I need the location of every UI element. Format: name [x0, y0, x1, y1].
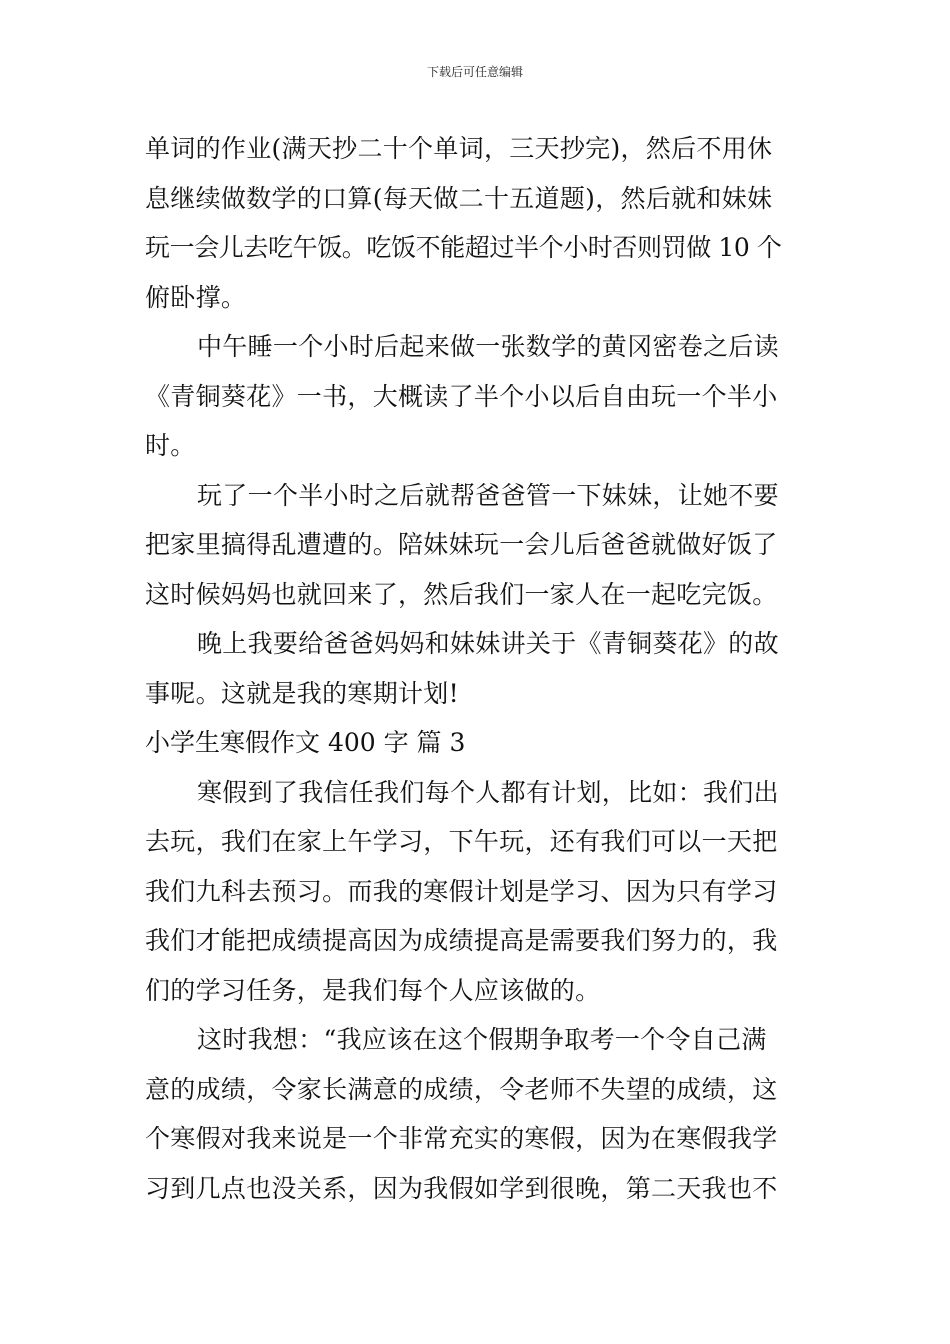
text-line: 这时候妈妈也就回来了，然后我们一家人在一起吃完饭。 [145, 579, 778, 609]
text-line: 意的成绩，令家长满意的成绩，令老师不失望的成绩，这 [145, 1074, 778, 1104]
text-line: 《青铜葵花》一书，大概读了半个小以后自由玩一个半小 [145, 381, 778, 411]
text-line: 时。 [145, 431, 196, 460]
text-line: 事呢。这就是我的寒期计划! [145, 678, 459, 708]
text-line: 把家里搞得乱遭遭的。陪妹妹玩一会儿后爸爸就做好饭了 [145, 530, 778, 559]
paragraph-start-line: 寒假到了我信任我们每个人都有计划，比如：我们出 [197, 777, 779, 807]
text-line: 我们才能把成绩提高因为成绩提高是需要我们努力的，我 [145, 926, 778, 955]
text-line: 俯卧撑。 [145, 282, 247, 312]
paragraph-start-line: 中午睡一个小时后起来做一张数学的黄冈密卷之后读 [197, 332, 779, 361]
text-line: 去玩，我们在家上午学习，下午玩，还有我们可以一天把 [145, 827, 778, 856]
text-line: 我们九科去预习。而我的寒假计划是学习、因为只有学习 [145, 876, 778, 906]
text-line: 们的学习任务，是我们每个人应该做的。 [145, 975, 601, 1005]
text-line: 息继续做数学的口算(每天做二十五道题)，然后就和妹妹 [145, 183, 773, 213]
paragraph-start-line: 玩了一个半小时之后就帮爸爸管一下妹妹，让她不要 [197, 480, 779, 510]
page-header: 下载后可任意编辑 [426, 65, 523, 79]
document-body [145, 124, 810, 1213]
section-heading: 小学生寒假作文 400 字 篇 3 [145, 728, 466, 757]
text-line: 单词的作业(满天抄二十个单词，三天抄完)，然后不用休 [145, 134, 773, 163]
text-line: 玩一会儿去吃午饭。吃饭不能超过半个小时否则罚做 10 个 [145, 233, 782, 262]
text-line: 个寒假对我来说是一个非常充实的寒假，因为在寒假我学 [145, 1124, 778, 1153]
paragraph-start-line: 这时我想：“我应该在这个假期争取考一个令自己满 [197, 1025, 767, 1054]
paragraph-start-line: 晚上我要给爸爸妈妈和妹妹讲关于《青铜葵花》的故 [197, 629, 779, 658]
text-line: 习到几点也没关系，因为我假如学到很晚，第二天我也不 [145, 1173, 778, 1203]
